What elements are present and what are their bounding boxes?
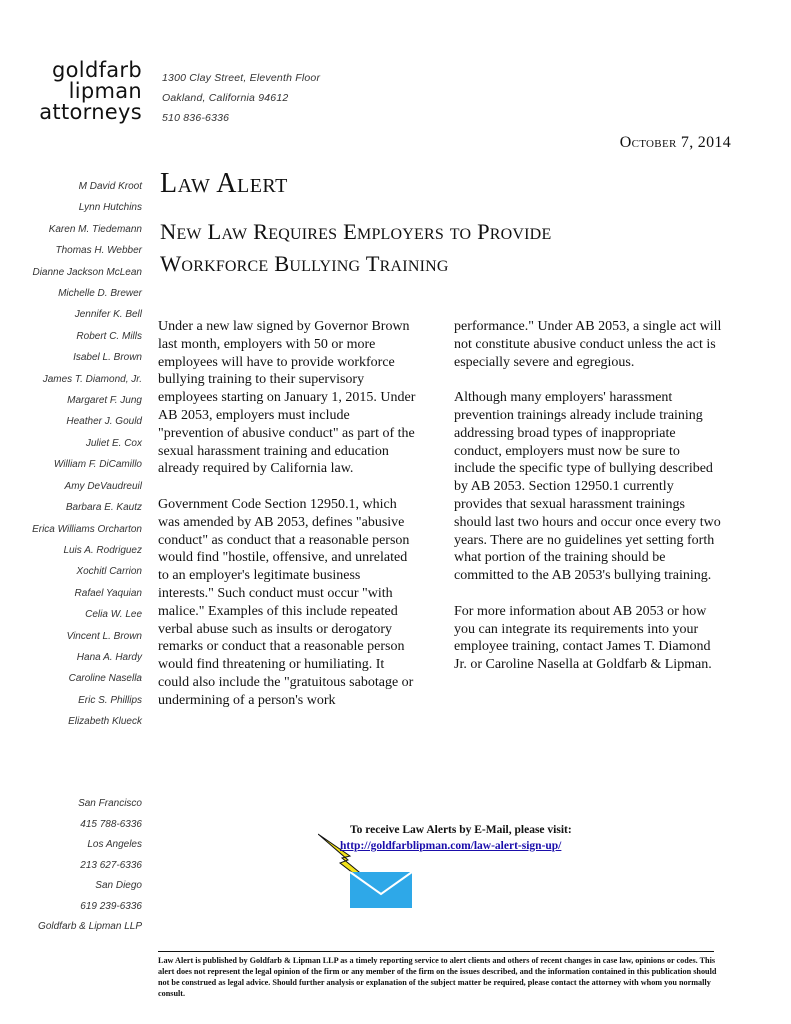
office-phone: 415 788-6336 <box>80 818 142 830</box>
body-column-left <box>158 318 418 727</box>
body-paragraph: performance." Under AB 2053, a single act will not constitute abusive conduct unless the act is especially severe and egregious. <box>454 319 722 370</box>
firm-address <box>162 68 320 128</box>
attorney-name: Heather J. Gould <box>66 416 142 428</box>
attorney-name: Margaret F. Jung <box>67 395 142 407</box>
attorney-name: Isabel L. Brown <box>73 352 142 364</box>
office-city: San Francisco <box>78 798 142 809</box>
attorney-name: Hana A. Hardy <box>76 651 142 663</box>
attorney-name: Robert C. Mills <box>76 330 142 342</box>
attorney-name: Amy DeVaudreuil <box>64 480 142 492</box>
attorney-name: Thomas H. Webber <box>55 245 142 257</box>
body-column-right <box>454 318 724 692</box>
address-line: Oakland, California 94612 <box>162 92 289 104</box>
attorney-name: Elizabeth Klueck <box>68 716 142 728</box>
firm-name: Goldfarb & Lipman LLP <box>38 921 142 932</box>
logo-line: attorneys <box>39 100 142 124</box>
attorney-name: Barbara E. Kautz <box>65 502 142 514</box>
logo-line: goldfarb <box>52 58 142 82</box>
attorney-name: Karen M. Tiedemann <box>48 223 142 235</box>
signup-prompt: To receive Law Alerts by E-Mail, please visit: <box>350 824 572 836</box>
signup-block <box>340 822 572 854</box>
attorney-name: M David Kroot <box>78 181 142 192</box>
body-paragraph: For more information about AB 2053 or how you can integrate its requirements into your employee training, contact James T. Diamond Jr. or Caroline Nasella at Goldfarb & Lipman. <box>454 603 712 673</box>
attorney-name: Lynn Hutchins <box>78 202 142 214</box>
attorney-name: Jennifer K. Bell <box>74 309 142 321</box>
firm-logo <box>38 60 142 123</box>
attorney-name: Xochitl Carrion <box>76 566 142 578</box>
attorney-name: Vincent L. Brown <box>66 630 142 642</box>
body-paragraph: Although many employers' harassment prevention trainings already include training addressing broad types of inappropriate conduct, employers must now be sure to include the specific type of bullying described by AB 2053. Section 12950.1 currently provides that sexual harassment trainings should last two hours and occur once every two years. There are no guidelines yet setting forth what portion of the training should be committed to the AB 2053's bullying training. <box>454 390 721 584</box>
body-paragraph: Government Code Section 12950.1, which was amended by AB 2053, defines "abusive conduct" as conduct that a reasonable person would find "hostile, offensive, and unrelated to an employer's legitimate business interests." Such conduct must occur "with malice." Examples of this include repeated verbal abuse such as insults or derogatory remarks or conduct that a reasonable person would find threatening or humiliating. It could also include the "gratuitous sabotage or undermining of a person's work <box>158 496 414 708</box>
attorney-name: Luis A. Rodriguez <box>63 544 142 556</box>
footer-divider <box>158 951 714 952</box>
attorney-name: William F. DiCamillo <box>53 459 142 471</box>
office-list <box>0 794 142 938</box>
attorney-name: Juliet E. Cox <box>85 437 142 449</box>
attorney-name: Caroline Nasella <box>68 673 142 685</box>
alert-date: October 7, 2014 <box>619 134 731 151</box>
office-phone: 213 627-6336 <box>80 859 142 871</box>
signup-link[interactable]: http://goldfarblipman.com/law-alert-sign-up/ <box>340 840 562 852</box>
attorney-name: Erica Williams Orcharton <box>32 523 142 535</box>
address-line: 1300 Clay Street, Eleventh Floor <box>162 72 321 84</box>
office-phone: 619 239-6336 <box>80 900 142 912</box>
attorney-name: Michelle D. Brewer <box>58 288 142 300</box>
attorney-name: James T. Diamond, Jr. <box>42 373 142 385</box>
office-city: Los Angeles <box>87 839 142 850</box>
attorney-name: Celia W. Lee <box>85 609 142 621</box>
logo-line: lipman <box>68 79 142 103</box>
attorney-name: Rafael Yaquian <box>74 587 142 599</box>
body-paragraph: Under a new law signed by Governor Brown last month, employers with 50 or more employees will have to provide workforce bullying training to their supervisory employees starting on January 1, 2015. Under AB 2053, employers must include "prevention of abusive conduct" as part of the sexual harassment training and education already required by California law. <box>158 319 416 477</box>
attorney-list <box>0 176 142 733</box>
alert-title: Law Alert <box>160 168 288 199</box>
attorney-name: Eric S. Phillips <box>78 694 142 706</box>
headline-line: Workforce Bullying Training <box>160 251 449 276</box>
headline-line: New Law Requires Employers to Provide <box>160 219 552 244</box>
address-line: 510 836-6336 <box>162 112 230 124</box>
footer-disclaimer: Law Alert is published by Goldfarb & Lipman LLP as a timely reporting service to alert clients and others of recent changes in case law, opinions or codes. This alert does not represent the legal opinion of the firm or any member of the firm on the issues described, and the information contained in this publication should not be construed as legal advice. Should further analysis or explanation of the subject matter be required, please contact the attorney with whom you normally consult. <box>158 956 717 998</box>
attorney-name: Dianne Jackson McLean <box>32 266 142 278</box>
headline <box>160 216 720 280</box>
office-city: San Diego <box>95 880 142 891</box>
